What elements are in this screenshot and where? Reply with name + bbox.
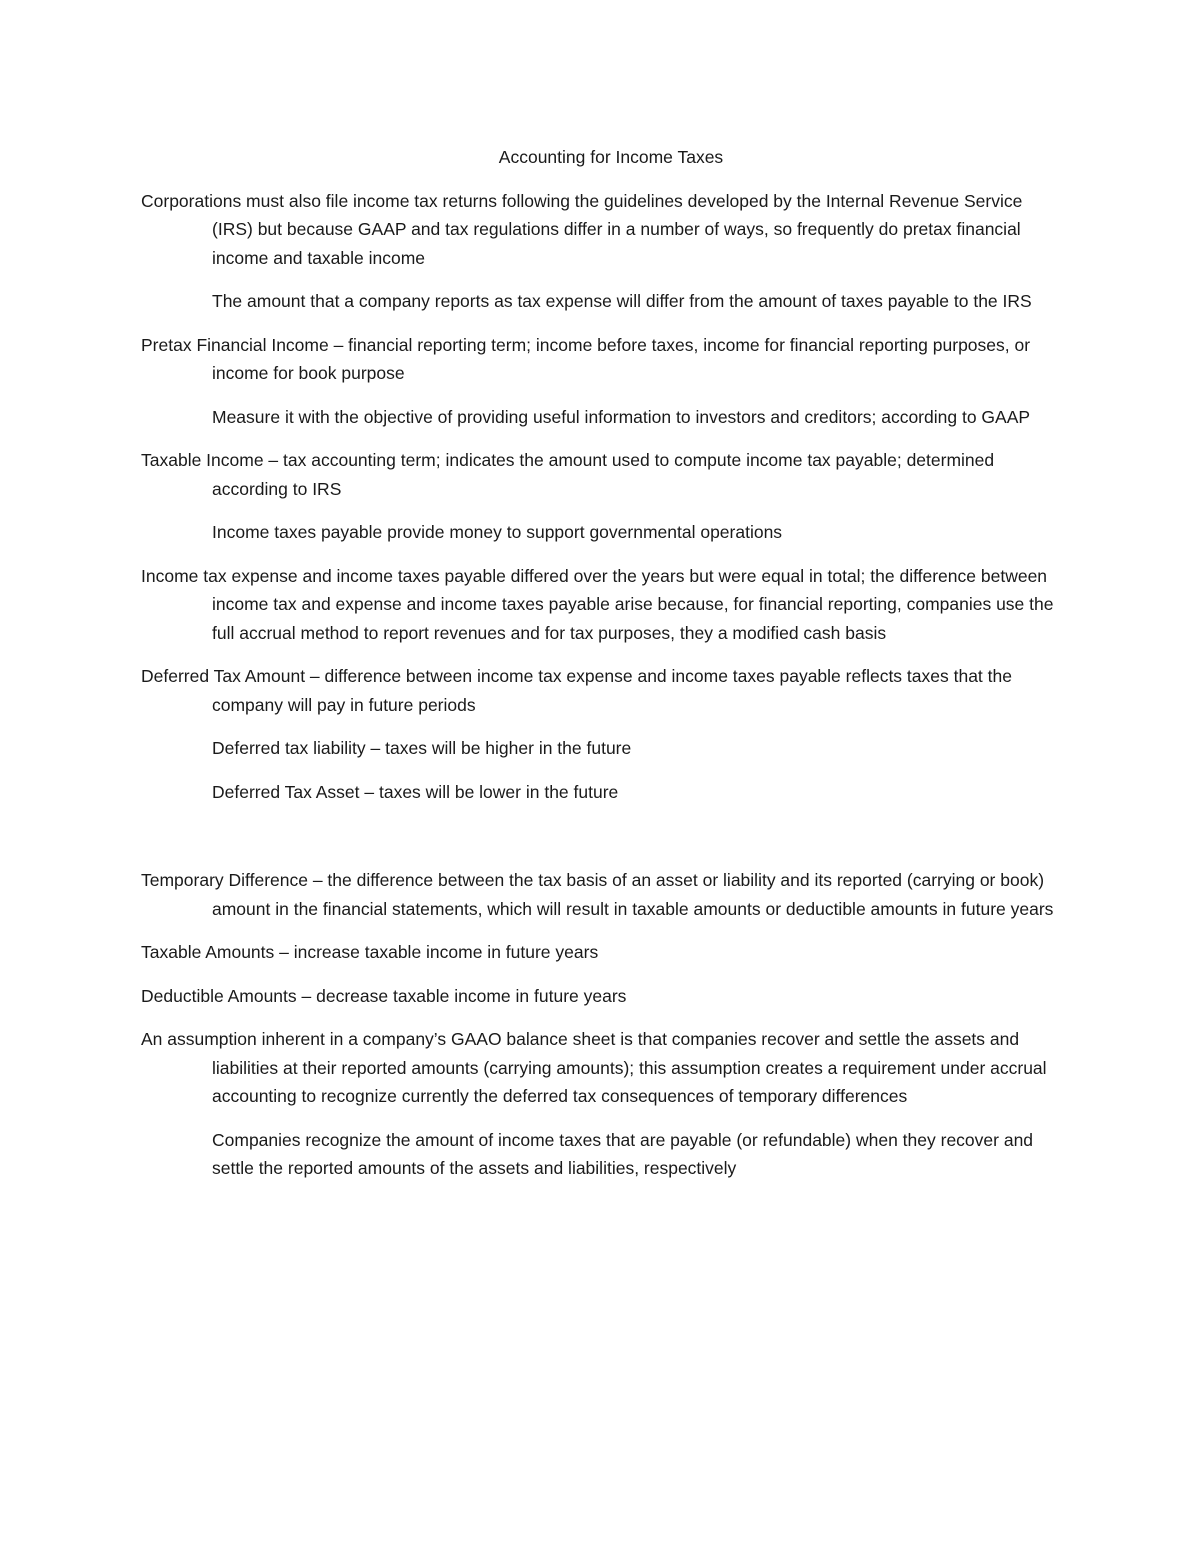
paragraph: Pretax Financial Income – financial reporting term; income before taxes, income for financial reporting purposes, or income for book purpose <box>141 334 1031 383</box>
paragraph: An assumption inherent in a company’s GAAO balance sheet is that companies recover and settle the assets and liabilities at their reported amounts (carrying amounts); this assumption creates a requirement under accrual accounting to recognize currently the deferred tax consequences of temporary differences <box>141 1029 1047 1106</box>
document-title: Accounting for Income Taxes <box>498 147 724 167</box>
sub-paragraph: The amount that a company reports as tax expense will differ from the amount of taxes payable to the IRS <box>212 291 1032 311</box>
section-spacer <box>141 821 1061 866</box>
paragraph: Taxable Amounts – increase taxable income in future years <box>141 942 599 962</box>
paragraph: Taxable Income – tax accounting term; indicates the amount used to compute income tax payable; determined according to IRS <box>141 450 995 499</box>
paragraph: Corporations must also file income tax returns following the guidelines developed by the Internal Revenue Service (IRS) but because GAAP and tax regulations differ in a number of ways, so frequently do pretax financial income and taxable income <box>141 190 1023 268</box>
sub-paragraph: Income taxes payable provide money to support governmental operations <box>212 522 783 542</box>
document-body <box>141 143 1061 1198</box>
paragraph: Deferred Tax Amount – difference between income tax expense and income taxes payable reflects taxes that the company will pay in future periods <box>141 666 1012 715</box>
sub-paragraph: Companies recognize the amount of income taxes that are payable (or refundable) when they recover and settle the reported amounts of the assets and liabilities, respectively <box>212 1129 1034 1178</box>
sub-paragraph: Measure it with the objective of providing useful information to investors and creditors; according to GAAP <box>212 406 1031 427</box>
paragraph: Deductible Amounts – decrease taxable income in future years <box>141 985 627 1006</box>
paragraph: Income tax expense and income taxes payable differed over the years but were equal in total; the difference between income tax and expense and income taxes payable arise because, for financial reporting, companies use the full accrual method to report revenues and for tax purposes, they a modified cash basis <box>141 565 1054 643</box>
document-blocks <box>141 187 1061 1183</box>
sub-paragraph: Deferred tax liability – taxes will be higher in the future <box>212 738 632 758</box>
sub-paragraph: Deferred Tax Asset – taxes will be lower in the future <box>212 781 619 802</box>
paragraph: Temporary Difference – the difference between the tax basis of an asset or liability and its reported (carrying or book) amount in the financial statements, which will result in taxable amounts or deductible amounts in future years <box>141 870 1054 919</box>
